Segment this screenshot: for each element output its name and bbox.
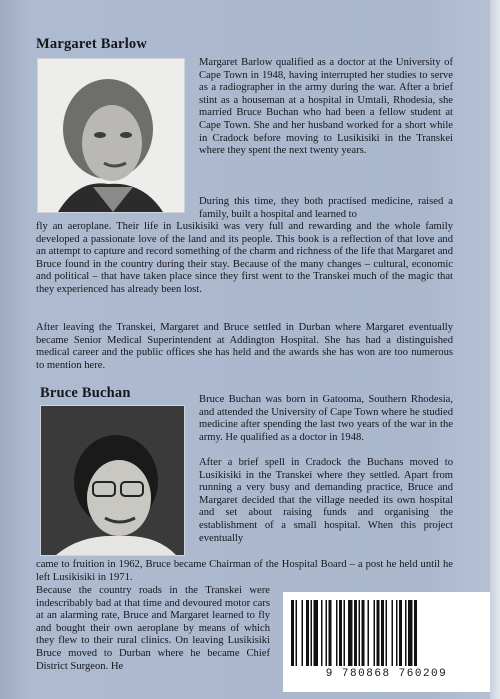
barcode-bars: [289, 600, 484, 666]
barlow-bio-continued: During this time, they both practised medicine, raised a family, built a hospital and learned to: [199, 196, 453, 220]
barlow-portrait: [37, 58, 185, 213]
barlow-bio-intro: Margaret Barlow qualified as a doctor at the University of Cape Town in 1948, having interrupted her studies to serve as a radiographer in the army during the war. After a brief stint as a houseman at a hospital in Umtali, Rhodesia, she married Bruce Buchan who had been a fellow student at Cape Town. She and her husband worked for a short while in Cradock before moving to Lusikisiki in the Transkei where they spent the next twenty years.: [199, 57, 453, 157]
buchan-bio-intro: Bruce Buchan was born in Gatooma, Southern Rhodesia, and attended the University of Cape Town where he studied medicine after spending the last two years of the war in the army. He qualified as a doctor in 1948.: [199, 394, 453, 443]
buchan-bio-main: came to fruition in 1962, Bruce became Chairman of the Hospital Board – a post he held until he left Lusikisiki in 1971.: [36, 559, 453, 583]
isbn-barcode: [283, 592, 490, 692]
buchan-bio-continued: After a brief spell in Cradock the Buchans moved to Lusikisiki in the Transkei where they settled. Apart from running a very busy and demanding practice, Bruce and Margaret decided that the village needed its own hospital and set about raising funds and organising the establishment of a small hospital. When this project eventually: [199, 457, 453, 544]
buchan-bio-bottom: Because the country roads in the Transkei were indescribably bad at that time and devoured motor cars at an alarming rate, Bruce and Margaret learned to fly and bought their own aeroplane by means of which they flew to their rural clinics. On leaving Lusikisiki Bruce moved to Durban where he became Chief District Surgeon. He: [36, 585, 270, 672]
barlow-bio-closing: After leaving the Transkei, Margaret and Bruce settled in Durban where Margaret eventually became Senior Medical Superintendent at Addington Hospital. She has had a distinguished medical career and the public offices she has held and the awards she has won are too numerous to mention here.: [36, 322, 453, 371]
buchan-heading: Bruce Buchan: [40, 385, 131, 401]
page-edge: [490, 0, 500, 699]
barlow-bio-main: fly an aeroplane. Their life in Lusikisiki was very full and rewarding and the whole family developed a passionate love of the land and its people. This book is a reflection of that love and an attempt to capture and record something of the charm and richness of the life that Margaret and Bruce found in the country during their stay. Because of the many changes – cultural, economic and political – that have taken place since they first went to the Transkei much of the magic that they experienced has already been lost.: [36, 221, 453, 295]
barlow-heading: Margaret Barlow: [36, 36, 148, 52]
buchan-portrait: [40, 405, 185, 556]
isbn-number: 9 780868 760209: [325, 668, 448, 680]
